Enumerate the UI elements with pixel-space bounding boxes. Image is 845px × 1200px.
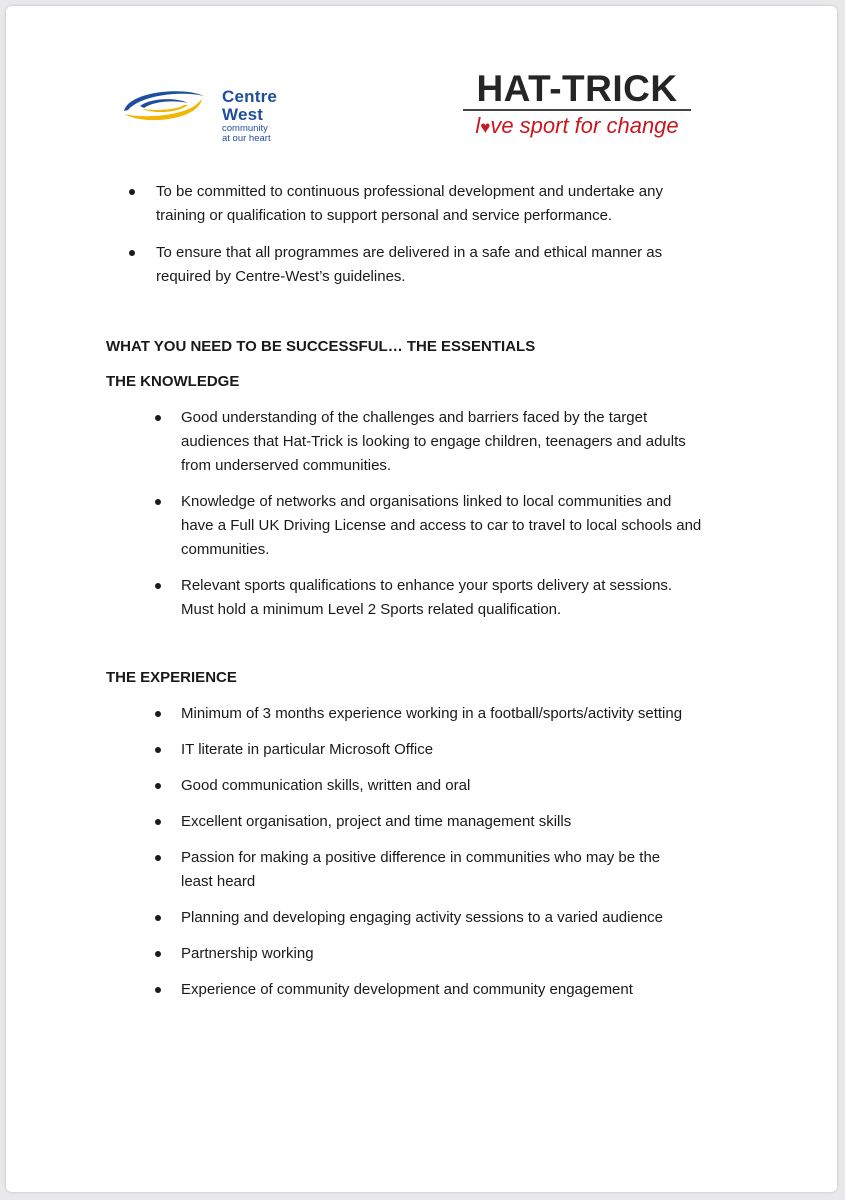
centre-west-swoosh-icon bbox=[118, 84, 210, 128]
bullet-text-line: Must hold a minimum Level 2 Sports related qualification. bbox=[181, 601, 562, 618]
bullet-dot bbox=[155, 915, 161, 921]
knowledge-heading: THE KNOWLEDGE bbox=[106, 373, 240, 390]
bullet-text-line: Knowledge of networks and organisations linked to local communities and bbox=[181, 493, 672, 510]
bullet-text-line: Planning and developing engaging activity sessions to a varied audience bbox=[181, 909, 663, 926]
bullet-dot bbox=[155, 819, 161, 825]
bullet-text-line: Relevant sports qualifications to enhance your sports delivery at sessions. bbox=[181, 577, 673, 594]
bullet-text-line: audiences that Hat-Trick is looking to engage children, teenagers and adults bbox=[181, 433, 686, 450]
bullet-text-line: required by Centre-West’s guidelines. bbox=[156, 268, 406, 285]
bullet-text-line: communities. bbox=[181, 541, 270, 558]
centre-west-logo bbox=[118, 84, 278, 144]
bullet-dot bbox=[155, 783, 161, 789]
bullet-text-line: To be committed to continuous professional development and undertake any bbox=[156, 183, 663, 200]
bullet-dot bbox=[129, 250, 135, 256]
bullet-dot bbox=[155, 987, 161, 993]
hat-trick-divider bbox=[463, 109, 691, 111]
bullet-text-line: Good understanding of the challenges and barriers faced by the target bbox=[181, 409, 648, 426]
centre-west-wordmark bbox=[222, 88, 277, 144]
bullet-text-line: Good communication skills, written and oral bbox=[181, 777, 471, 794]
bullet-dot bbox=[155, 747, 161, 753]
bullet-text-line: training or qualification to support personal and service performance. bbox=[156, 207, 613, 224]
bullet-text-line: least heard bbox=[181, 873, 256, 890]
hat-trick-tagline: l♥ve sport for change bbox=[475, 113, 679, 138]
bullet-text-line: have a Full UK Driving License and access to car to travel to local schools and bbox=[181, 517, 702, 534]
bullet-dot bbox=[155, 415, 161, 421]
document-page bbox=[6, 6, 837, 1192]
bullet-text-line: To ensure that all programmes are delivered in a safe and ethical manner as bbox=[156, 244, 663, 261]
heart-icon: ♥ bbox=[480, 118, 491, 137]
bullet-text-line: from underserved communities. bbox=[181, 457, 392, 474]
hat-trick-logo bbox=[461, 70, 693, 141]
bullet-dot bbox=[155, 583, 161, 589]
hat-trick-name: HAT-TRICK bbox=[476, 68, 678, 109]
bullet-text-line: Partnership working bbox=[181, 945, 314, 962]
centre-west-name: Centre West bbox=[222, 87, 278, 124]
bullet-dot bbox=[129, 189, 135, 195]
essentials-heading: WHAT YOU NEED TO BE SUCCESSFUL… THE ESSENTIALS bbox=[106, 338, 536, 355]
bullet-dot bbox=[155, 855, 161, 861]
bullet-dot bbox=[155, 711, 161, 717]
bullet-text-line: Experience of community development and community engagement bbox=[181, 981, 633, 998]
bullet-text-line: IT literate in particular Microsoft Office bbox=[181, 741, 434, 758]
bullet-text-line: Excellent organisation, project and time management skills bbox=[181, 813, 572, 830]
centre-west-tagline: community at our heart bbox=[222, 123, 271, 144]
bullet-text-line: Minimum of 3 months experience working in a football/sports/activity setting bbox=[181, 705, 683, 722]
bullet-dot bbox=[155, 951, 161, 957]
experience-heading: THE EXPERIENCE bbox=[106, 669, 237, 686]
bullet-dot bbox=[155, 499, 161, 505]
bullet-text-line: Passion for making a positive difference in communities who may be the bbox=[181, 849, 661, 866]
